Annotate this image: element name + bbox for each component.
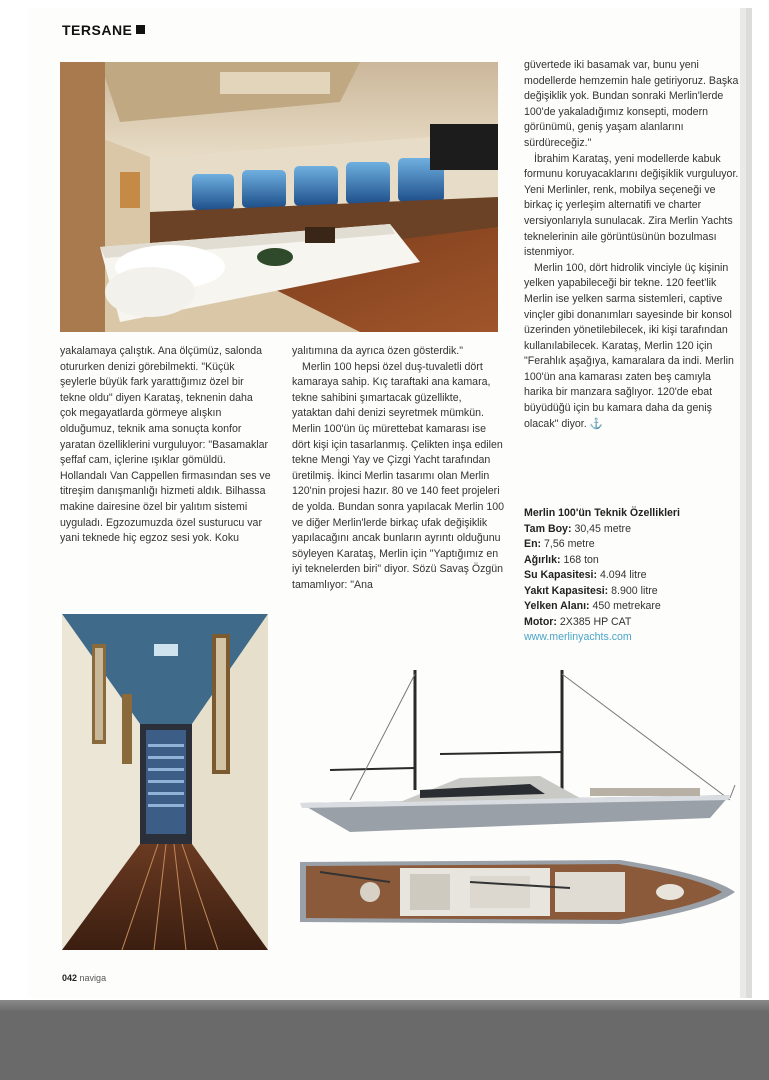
paragraph: yalıtımına da ayrıca özen gösterdik." (292, 345, 463, 357)
spec-label: Yakıt Kapasitesi: (524, 584, 609, 597)
paragraph-text: Merlin 100, dört hidrolik vinciyle üç kişinin yelken yapabileceği bir tekne. 120 feet'lik Merlin ise yelken sarma sistemleri, captive vinçler gibi donanımları sayesinde bir konsol üzerinden yönetilebilecek, iki kişi tarafından kullanılabilecek. Karataş, Merlin 120 için "Ferahlık aşağıya, kamaralara da indi. Merlin 100'ün ana kamarası zaten beş camıyla harika bir manzara sağlıyor. 120'de ebat büyüdüğü için bu kamara daha da geniş olacak" diyor. (524, 261, 734, 430)
specs-title: Merlin 100'ün Teknik Özellikleri (524, 507, 680, 519)
text-column-right (524, 58, 739, 432)
spec-value: 4.094 litre (599, 569, 647, 581)
spec-value: 8.900 litre (611, 584, 658, 597)
spec-row (524, 599, 739, 615)
website-link[interactable]: www.merlinyachts.com (524, 631, 632, 643)
spec-value: 2X385 HP CAT (559, 615, 632, 628)
spec-label: Tam Boy: (524, 522, 572, 535)
corridor-photo (62, 614, 268, 950)
paragraph: Merlin 100 hepsi özel duş-tuvaletli dört kamaraya sahip. Kıç taraftaki ana kamara, tekne sahibini şımartacak güzellikte, yataktan dahi denizi seyretmek mümkün. Merlin 100'ün üç mürettebat kamarası ise dört kişi için tasarlanmış. Çelikten inşa edilen tekne Mengi Yay ve Çizgi Yacht tarafından üretilmiş. İkinci Merlin tasarımı olan Merlin 120'nin projesi hazır. 80 ve 140 feet projeleri de yolda. Bundan sonra yapılacak Merlin 100 ve diğer Merlin'lerde birkaç ufak değişiklik yapılacağını ancak bunların ayrıntı olduğunu söyleyen Karataş, Merlin için "Yaptığımız en iyi teknelerden biri" diyor. Sözü Savaş Özgün tamamlıyor: "Ana (292, 360, 505, 591)
text-column-left (60, 344, 272, 547)
page-number: 042 (62, 973, 78, 983)
text-column-middle (292, 344, 504, 594)
technical-specs (524, 506, 739, 646)
spec-label: Su Kapasitesi: (524, 569, 598, 581)
spec-row (524, 615, 739, 631)
spec-label: Motor: (524, 615, 557, 628)
yacht-profile-drawing (290, 660, 740, 840)
spec-row (524, 537, 739, 553)
yacht-deck-plan-drawing (290, 852, 740, 932)
spec-label: Yelken Alanı: (524, 600, 590, 612)
section-title: TERSANE (62, 22, 133, 38)
header-square-mark (136, 25, 145, 34)
section-header (62, 22, 145, 38)
spec-value: 7,56 metre (544, 538, 595, 550)
magazine-name: naviga (79, 973, 107, 983)
spec-value: 30,45 metre (574, 522, 631, 535)
paragraph: güvertede iki basamak var, bunu yeni modellerde hemzemin hale getiriyoruz. Başka değişiklik yok. Bundan sonraki Merlin'lerde 100'de yakaladığımız konsepti, modern görünümü, geniş yaşam alanlarını sürdüreceğiz." (524, 59, 739, 149)
spec-row (524, 584, 739, 600)
spec-value: 450 metrekare (592, 600, 661, 612)
spec-value: 168 ton (563, 553, 599, 566)
cabin-interior-photo (60, 62, 498, 332)
scan-background (0, 1000, 769, 1080)
page-footer (62, 973, 106, 983)
spec-row (524, 522, 739, 538)
spec-label: En: (524, 538, 542, 550)
spec-row (524, 568, 739, 584)
spec-label: Ağırlık: (524, 553, 561, 566)
spec-row (524, 553, 739, 569)
end-anchor-icon: ⚓ (589, 417, 603, 430)
paragraph: İbrahim Karataş, yeni modellerde kabuk formunu koruyacaklarını değişiklik vurguluyor. Yeni Merlinler, renk, mobilya seçeneği ve birkaç iç yerleşim alternatifi ve charter versiyonlarıyla sunulacak. Zira Merlin Yachts teknelerinin aile görüntüsünün bozulması istenmiyor. (524, 152, 739, 259)
paragraph (524, 261, 739, 433)
paragraph: yakalamaya çalıştık. Ana ölçümüz, salonda otururken denizi görebilmekti. "Küçük şeylerle büyük fark yarattığımız özel bir tekne oldu" diyen Karataş, teknenin daha çok megayatlarda görmeye alışkın olduğumuz, teknik ama sonuçta konfor yaratan özelliklerini vurguluyor: "Basamaklar şeffaf cam, içlerine ışıklar gömüldü. Hollandalı Van Cappellen firmasından ses ve titreşim danışmanlığı hizmeti aldık. Bilhassa makine dairesine özel bir yalıtım sistemi uyguladı. Egzozumuzda özel susturucu var yani teknede hiç egzoz sesi yok. Koku (60, 345, 271, 545)
